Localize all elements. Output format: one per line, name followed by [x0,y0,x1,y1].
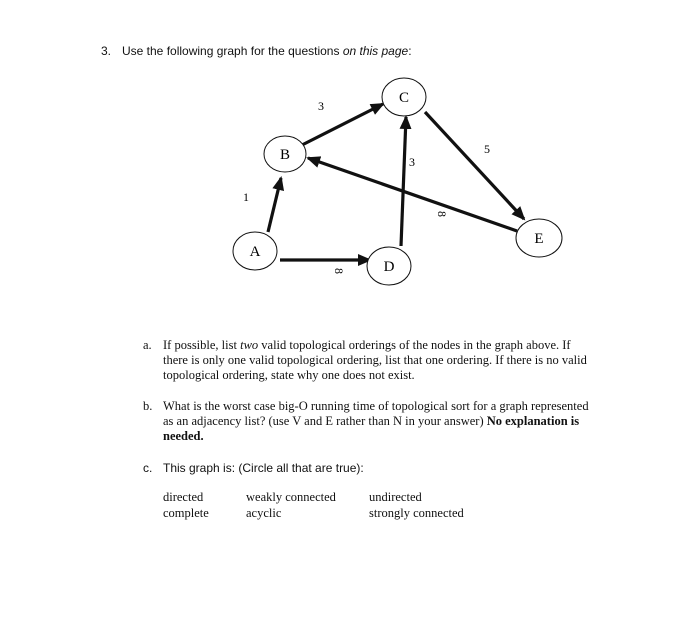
part-b-line-3: needed. [163,429,204,443]
option-weakly-connected[interactable]: weakly connected [246,490,336,504]
option-complete[interactable]: complete [163,506,209,520]
question-prompt-main: Use the following graph for the questions [122,44,343,58]
part-b-line-1: What is the worst case big-O running time of topological sort for a graph represented [163,399,589,413]
option-directed[interactable]: directed [163,490,204,504]
part-a-line-1-post: valid topological orderings of the nodes in the graph above. If [258,338,571,352]
question-prompt-emphasis: on this page [342,44,409,58]
edge-weight-E-B: 8 [435,211,449,217]
part-a-line-1-pre: If possible, list [163,338,241,352]
option-undirected[interactable]: undirected [369,490,422,504]
edge-B-C [302,104,383,145]
question-number: 3. [101,44,112,58]
option-acyclic[interactable]: acyclic [246,506,282,520]
node-label-D: D [383,259,395,275]
edge-D-C [401,117,406,246]
question-prompt-end: : [408,44,412,58]
edge-weight-C-E: 5 [484,142,490,156]
node-D [367,247,411,285]
node-E [516,219,562,257]
part-c-text: This graph is: (Circle all that are true): [163,461,364,475]
part-a-text [163,338,623,383]
part-b-line-2-bold: No explanation is [486,414,580,428]
part-b-letter: b. [143,399,153,413]
part-c-letter: c. [143,461,153,475]
option-strongly-connected[interactable]: strongly connected [369,506,464,520]
part-a-letter: a. [143,338,152,352]
part-a-line-1 [163,338,623,353]
node-C [382,78,426,116]
edge-weight-A-B: 1 [243,190,249,204]
node-label-B: B [279,147,291,163]
part-a-line-3: topological ordering, state why one does not exist. [163,368,415,382]
node-label-E: E [534,231,544,247]
part-a-emphasis: two [240,338,259,352]
part-a-line-2: there is only one valid topological ordering, list that one ordering. If there is no valid [163,353,587,367]
part-b-text [163,399,623,444]
edge-A-B [268,178,281,232]
node-A [233,232,277,270]
part-b-line-2-pre: as an adjacency list? (use V and E rather than N in your answer) [163,414,487,428]
node-label-A: A [249,244,261,260]
node-label-C: C [398,90,410,106]
edge-weight-D-C: 3 [409,155,415,169]
edge-weight-B-C: 3 [318,99,324,113]
part-b-line-2 [163,414,623,429]
node-B [264,136,306,172]
edge-weight-A-D: 8 [332,268,346,274]
